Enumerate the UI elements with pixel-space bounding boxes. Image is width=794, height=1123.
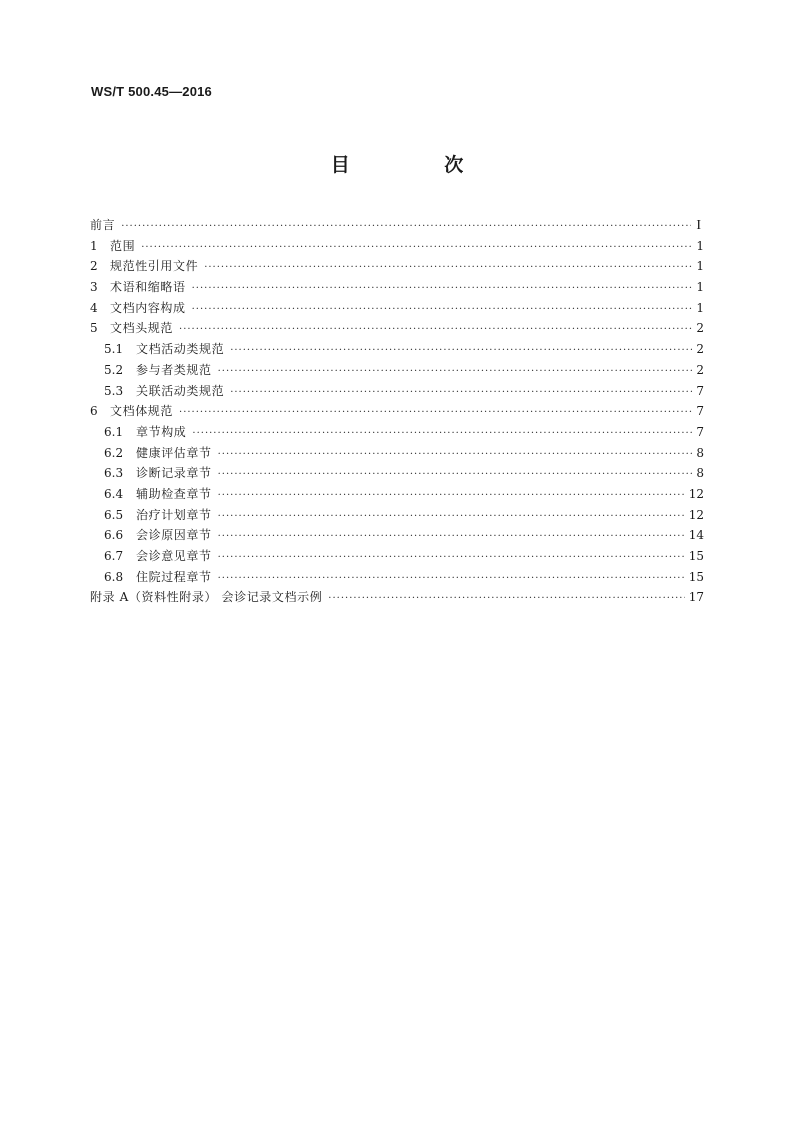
toc-entry-number: 5.3 [104,383,124,398]
toc-dot-leader [230,341,692,362]
toc-dot-leader [192,424,692,445]
toc-entry-label: 关联活动类规范 [136,383,225,398]
toc-entry[interactable] [90,546,704,567]
toc-entry[interactable] [90,422,704,443]
toc-entry-number: 6.8 [104,569,124,584]
toc-entry[interactable] [90,525,704,546]
toc-entry-number: 6.7 [104,549,124,563]
toc-entry[interactable] [90,381,704,402]
toc-dot-leader [204,258,692,279]
toc-entry[interactable] [90,215,704,236]
toc-dot-leader [218,486,685,507]
toc-entry-page: 15 [688,549,704,563]
toc-dot-leader [218,362,693,383]
toc-entry-page: 1 [696,280,704,295]
toc-entry-number: 1 [90,238,98,253]
toc-entry[interactable] [90,318,704,339]
toc-entry-page: 1 [696,238,704,253]
toc-dot-leader [192,300,693,321]
toc-entry-number: 4 [90,300,98,315]
toc-entry-page: 12 [688,486,704,501]
toc-dot-leader [179,403,692,424]
toc-entry-page: 7 [696,424,704,439]
toc-entry-label: 辅助检查章节 [136,486,212,501]
toc-entry-number: 2 [90,259,98,274]
toc-entry-page: 7 [696,383,704,398]
toc-entry-number: 6 [90,404,98,419]
toc-dot-leader [218,569,685,590]
toc-entry-number: 6.3 [104,466,124,481]
toc-entry[interactable] [90,360,704,381]
toc-entry[interactable] [90,339,704,360]
toc-dot-leader [328,589,684,610]
toc-dot-leader [230,383,692,404]
toc-entry-label: 规范性引用文件 [110,259,199,274]
toc-entry-label: 文档头规范 [110,321,174,336]
toc-entry[interactable] [90,277,704,298]
toc-entry-page: 7 [696,404,704,419]
table-of-contents [90,215,704,608]
toc-entry-label: 范围 [110,238,136,253]
toc-entry-label: 前言 [90,218,116,232]
toc-entry-label: 治疗计划章节 [136,507,212,522]
toc-entry[interactable] [90,256,704,277]
toc-entry-label: 会诊意见章节 [136,549,212,563]
toc-entry-number: 6.4 [104,486,124,501]
toc-entry[interactable] [90,236,704,257]
toc-entry[interactable] [90,505,704,526]
standard-code: WS/T 500.45—2016 [91,84,212,99]
toc-entry-number: 6.2 [104,445,124,460]
toc-dot-leader [192,279,693,300]
toc-entry[interactable] [90,443,704,464]
toc-entry-page: 17 [688,590,704,605]
toc-dot-leader [218,507,685,528]
toc-entry-label: 文档内容构成 [110,300,186,315]
toc-dot-leader [121,217,691,238]
toc-entry-number: 6.1 [104,424,124,439]
toc-dot-leader [179,320,692,341]
toc-entry-number: 5 [90,321,98,336]
toc-entry-page: 8 [696,445,704,460]
toc-entry-page: 2 [696,342,704,357]
toc-dot-leader [218,445,693,466]
toc-entry-page: 1 [696,300,704,315]
page-title: 目 次 [330,154,508,176]
toc-entry-label: 诊断记录章节 [136,466,212,481]
toc-entry-page: I [696,218,701,233]
toc-dot-leader [218,527,685,548]
toc-entry-label: 参与者类规范 [136,362,212,377]
toc-entry[interactable] [90,484,704,505]
toc-entry-page: 8 [696,466,704,481]
toc-entry[interactable] [90,567,704,588]
toc-entry-label: 术语和缩略语 [110,280,186,295]
toc-entry[interactable] [90,463,704,484]
toc-dot-leader [141,238,692,259]
toc-entry-page: 15 [688,569,704,584]
toc-entry-label: 健康评估章节 [136,445,212,460]
toc-entry-number: 6.6 [104,528,124,543]
toc-dot-leader [218,548,685,569]
toc-entry-page: 2 [696,362,704,377]
toc-entry-page: 1 [696,259,704,274]
toc-entry-number: 5.2 [104,362,124,377]
toc-entry[interactable] [90,587,704,608]
toc-entry-label: 附录 A（资料性附录） 会诊记录文档示例 [90,590,323,605]
toc-entry[interactable] [90,401,704,422]
toc-entry-page: 14 [688,528,704,543]
toc-entry-label: 章节构成 [136,424,187,439]
toc-entry-number: 3 [90,280,98,295]
toc-entry-page: 2 [696,321,704,336]
toc-entry-label: 文档活动类规范 [136,342,225,357]
toc-entry-label: 会诊原因章节 [136,528,212,543]
toc-dot-leader [218,465,693,486]
toc-entry[interactable] [90,298,704,319]
toc-entry-number: 6.5 [104,507,124,522]
toc-entry-number: 5.1 [104,342,124,357]
toc-entry-label: 文档体规范 [110,404,174,419]
toc-entry-page: 12 [688,507,704,522]
toc-entry-label: 住院过程章节 [136,569,212,584]
